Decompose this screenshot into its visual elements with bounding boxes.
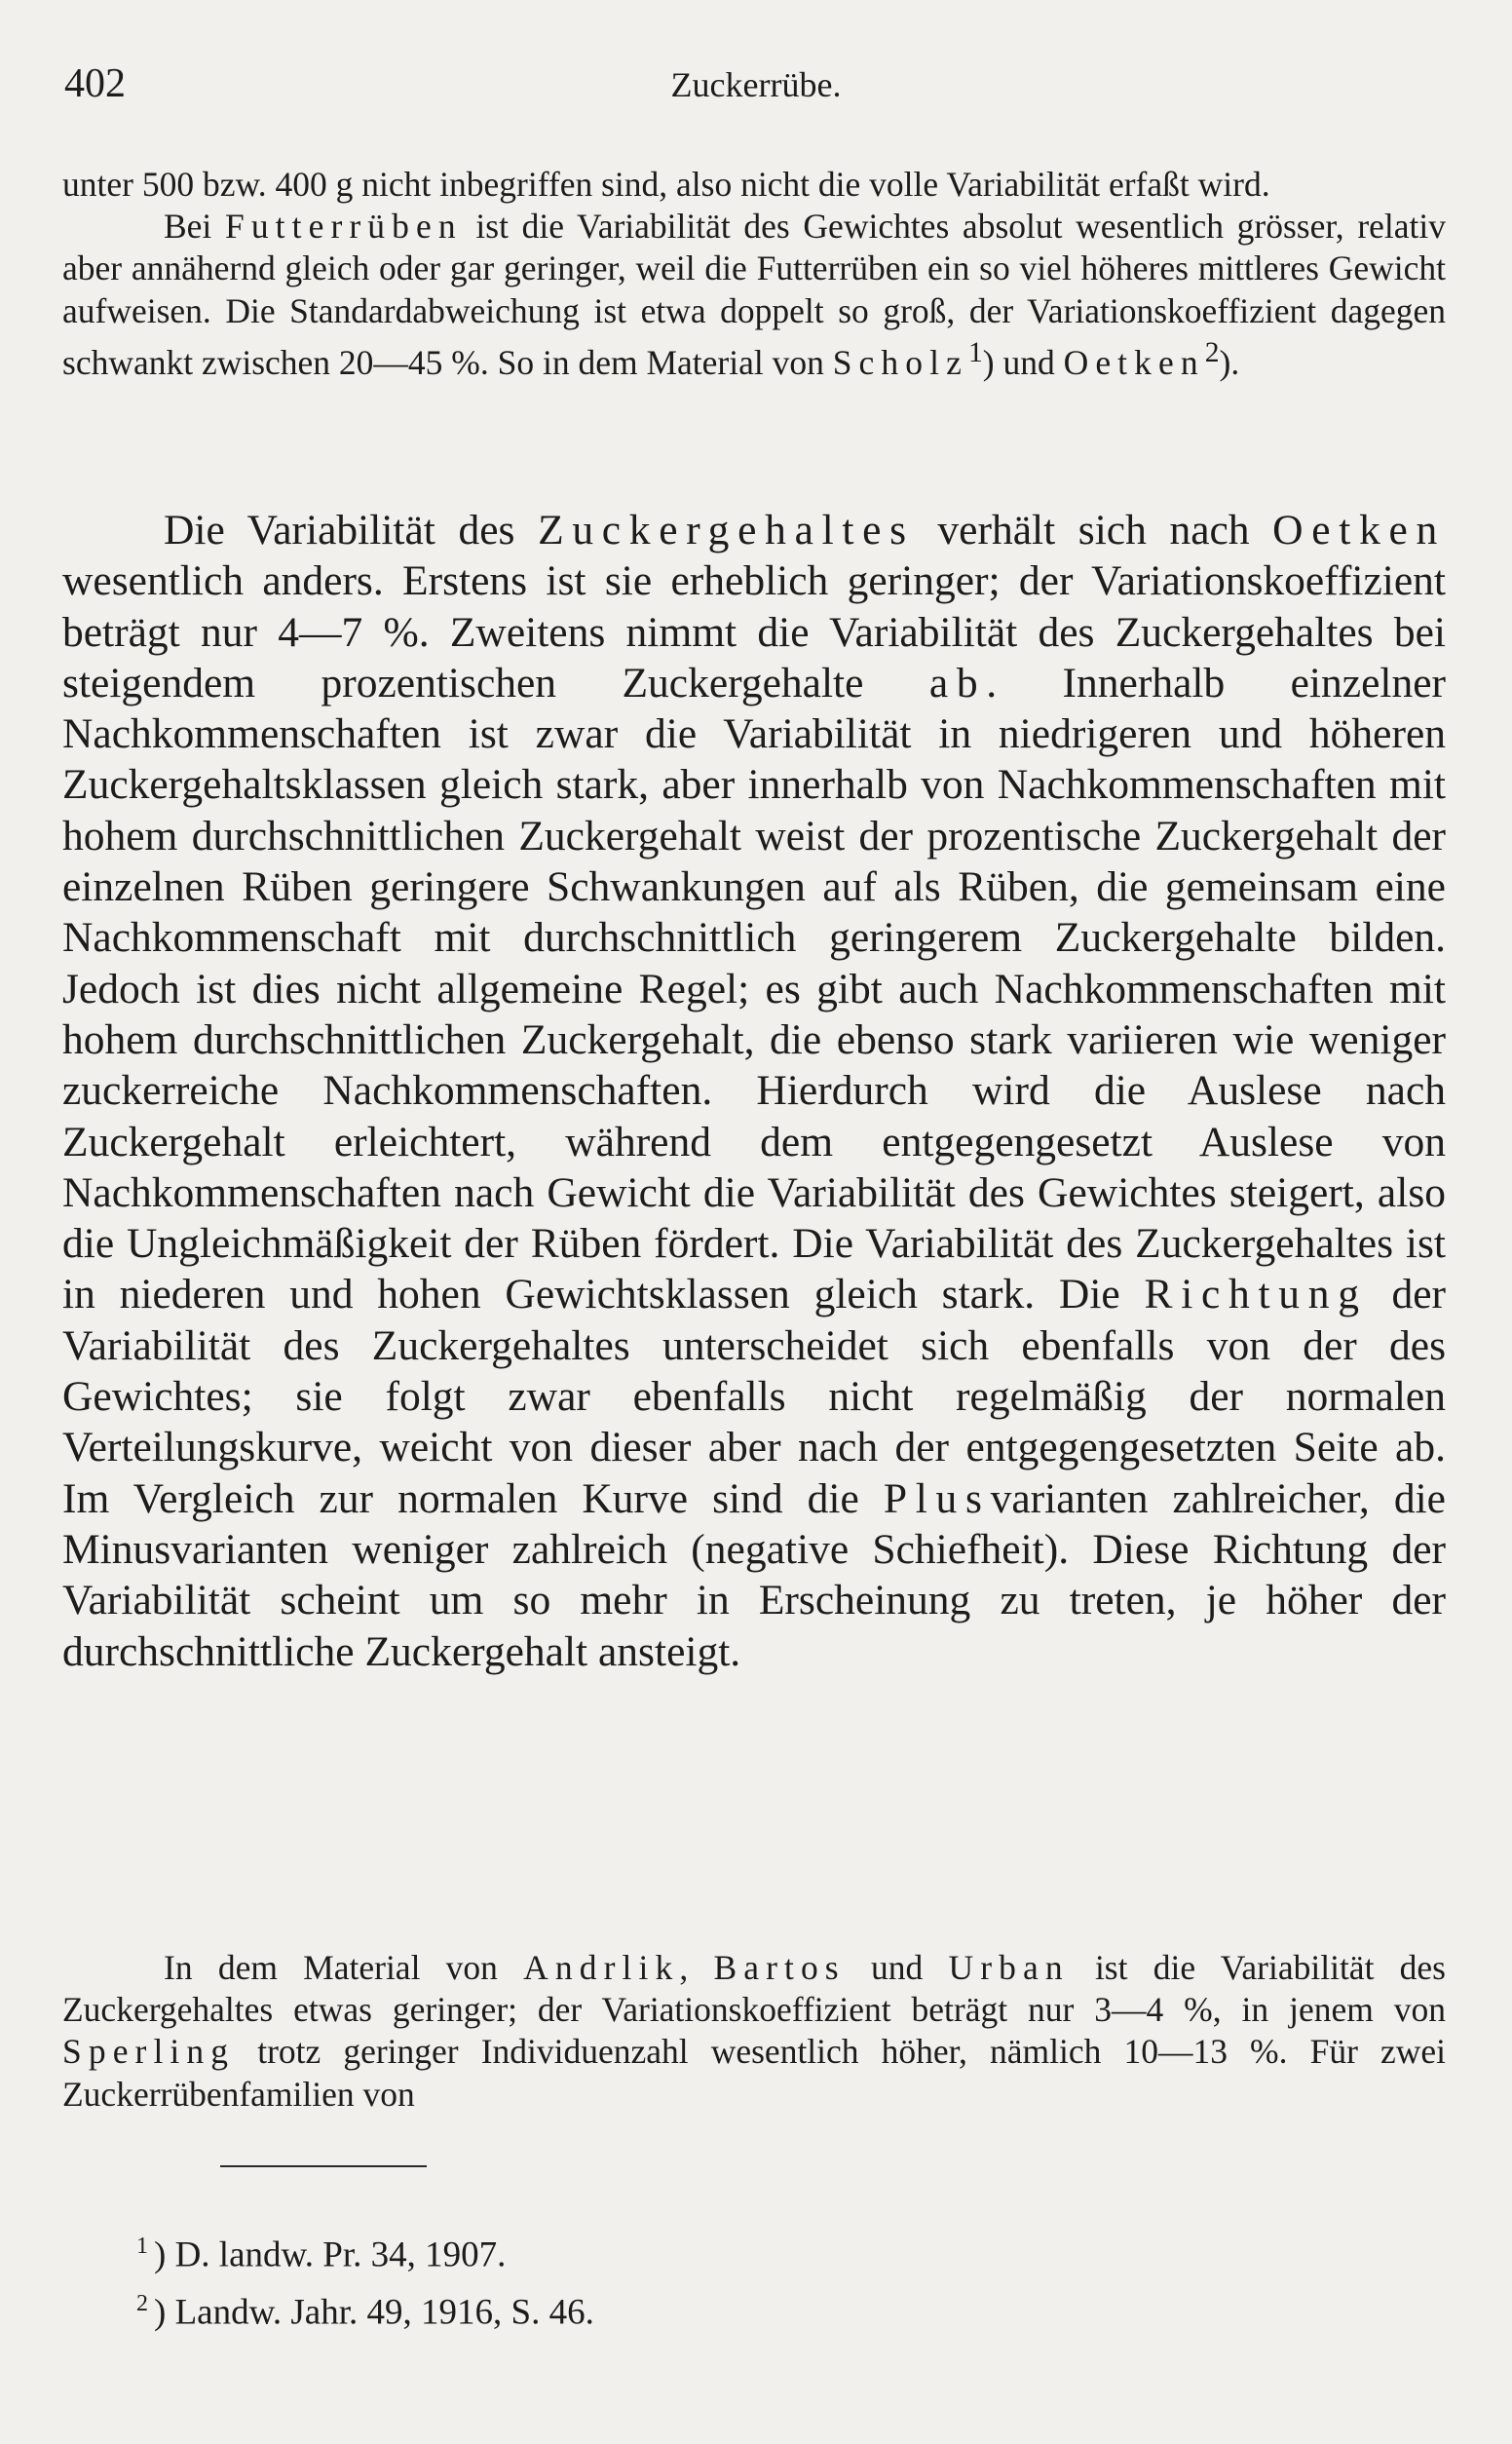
spaced-term: ab <box>928 659 987 706</box>
paragraph-futterrueben: Bei Futterrüben ist die Variabilität des Gewichtes absolut wesentlich grösser, relativ aber annähernd gleich oder gar geringer, weil die Futterrüben ein so viel höheres mittleres Gewicht aufweisen. Die Standardabweichung ist etwa doppelt so groß, der Variationskoeffizient dagegen schwankt zwischen 20—45 %. So in dem Material von Scholz$^1$) und Oetken$^2$). <box>62 207 1446 382</box>
author-name: Sperling <box>62 2032 236 2072</box>
footnotes <box>136 2222 1305 2338</box>
page-header <box>64 60 1448 119</box>
footnote-item <box>136 2279 1305 2337</box>
paragraph-continuation: unter 500 bzw. 400 g nicht inbegriffen sind, also nicht die volle Variabilität erfaßt wird. <box>62 165 1270 204</box>
running-title: Zuckerrübe. <box>670 65 842 104</box>
author-name: Oetken <box>1063 342 1205 382</box>
footnote-item <box>136 2222 1305 2279</box>
note-section <box>62 1947 1446 2116</box>
author-name: Andrlik <box>523 1948 680 1987</box>
page-number: 402 <box>64 61 126 106</box>
footnote-text: ) D. landw. Pr. 34, 1907. <box>154 2234 507 2275</box>
author-name: Bartos <box>713 1948 846 1987</box>
main-section <box>62 505 1446 1677</box>
footnote-mark: 2 <box>136 2291 148 2317</box>
spaced-term: Zuckergehaltes <box>538 507 915 554</box>
footnote-text: ) Landw. Jahr. 49, 1916, S. 46. <box>154 2292 594 2333</box>
footnote-ref: 2 <box>1204 336 1220 368</box>
footnote-mark: 1 <box>136 2234 148 2259</box>
spaced-term: Futterrüben <box>224 207 463 247</box>
author-name: Urban <box>948 1948 1070 1987</box>
paragraph-zuckergehalt: Die Variabilität des Zuckergehaltes verhält sich nach Oetken wesentlich anders. Erstens ist sie erheblich geringer; der Variationskoeffizient beträgt nur 4—7 %. Zweitens nimmt die Variabilität des Zuckergehaltes bei steigendem prozentischen Zuckergehalte ab. Innerhalb einzelner Nachkommenschaften ist zwar die Variabilität in niedrigeren und höheren Zuckergehaltsklassen gleich stark, aber innerhalb von Nachkommenschaften mit hohem durchschnittlichen Zuckergehalt weist der prozentische Zuckergehalt der einzelnen Rüben geringere Schwankungen auf als Rüben, die gemeinsam eine Nachkommenschaft mit durchschnittlich geringerem Zuckergehalte bilden. Jedoch ist dies nicht allgemeine Regel; es gibt auch Nachkommenschaften mit hohem durchschnittlichen Zuckergehalt, die ebenso stark variieren wie weniger zuckerreiche Nachkommenschaften. Hierdurch wird die Auslese nach Zuckergehalt erleichtert, während dem entgegengesetzt Auslese von Nachkommenschaften nach Gewicht die Variabilität des Gewichtes steigert, also die Ungleichmäßigkeit der Rüben fördert. Die Variabilität des Zuckergehaltes ist in niederen und hohen Gewichtsklassen gleich stark. Die Richtung der Variabilität des Zuckergehaltes unterscheidet sich ebenfalls von der des Gewichtes; sie folgt zwar ebenfalls nicht regelmäßig der normalen Verteilungskurve, weicht von dieser aber nach der entgegengesetzten Seite ab. Im Vergleich zur normalen Kurve sind die Plusvarianten zahlreicher, die Minusvarianten weniger zahlreich (negative Schiefheit). Diese Richtung der Variabilität scheint um so mehr in Erscheinung zu treten, je höher der durchschnittliche Zuckergehalt ansteigt. <box>62 507 1447 1675</box>
spaced-term: Richtung <box>1144 1271 1368 1318</box>
spaced-term: Plus <box>883 1474 991 1522</box>
intro-section <box>62 164 1446 384</box>
footnote-divider <box>220 2165 427 2167</box>
paragraph-material: In dem Material von Andrlik, Bartos und Urban ist die Variabilität des Zuckergehaltes etwas geringer; der Variationskoeffizient beträgt nur 3—4 %, in jenem von Sperling trotz geringer Individuenzahl wesentlich höher, nämlich 10—13 %. Für zwei Zuckerrübenfamilien von <box>62 1948 1446 2114</box>
footnote-ref: 1 <box>967 336 983 368</box>
author-name: Oetken <box>1272 507 1446 554</box>
author-name: Scholz <box>832 342 968 382</box>
